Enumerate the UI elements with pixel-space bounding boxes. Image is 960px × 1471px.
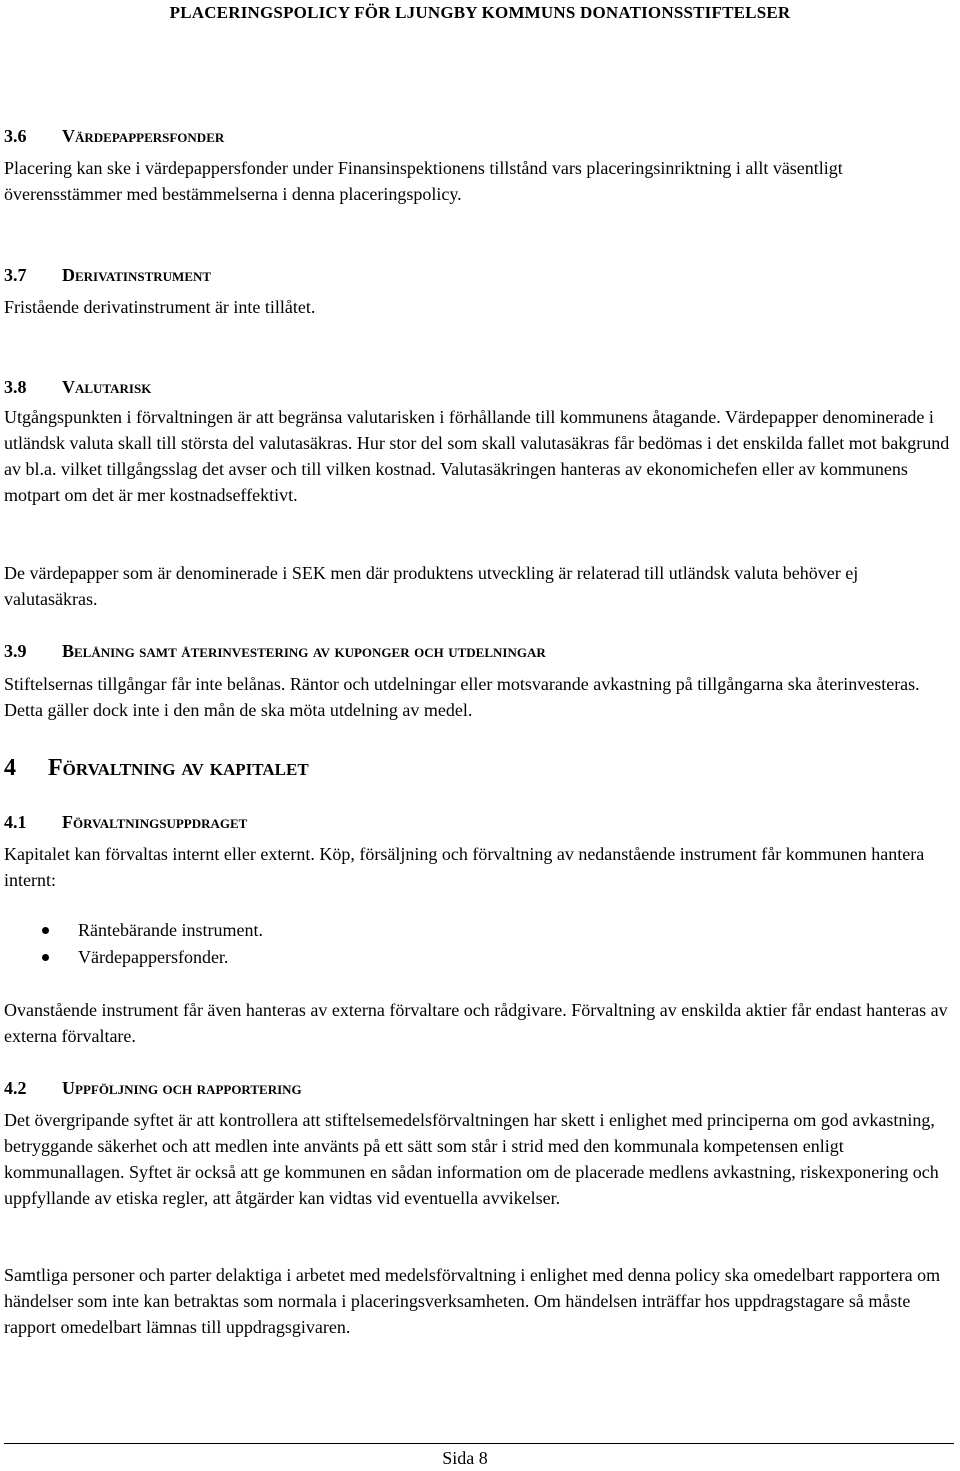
- section-title: Förvaltningsuppdraget: [62, 812, 248, 832]
- section-heading-3-6: [4, 125, 224, 147]
- list-item: [4, 917, 904, 944]
- section-number: 4.1: [4, 812, 27, 832]
- footer-divider: [4, 1443, 954, 1444]
- paragraph: Utgångspunkten i förvaltningen är att begränsa valutarisken i förhållande till kommunens åtagande. Värdepapper denominerade i utländsk valuta skall till största del valutasäkras. Hur stor del som skall valutasäkras får bedömas i det enskilda fallet mot bakgrund av bl.a. vilket tillgångsslag det avser och till vilken kostnad. Valutasäkringen hanteras av ekonomichefen eller av kommunens motpart om det är mer kostnadseffektivt.: [4, 407, 950, 505]
- section-heading-4-2: [4, 1077, 302, 1099]
- paragraph: Kapitalet kan förvaltas internt eller externt. Köp, försäljning och förvaltning av nedanstående instrument får kommunen hantera internt:: [4, 844, 925, 890]
- paragraph: Stiftelsernas tillgångar får inte belånas. Räntor och utdelningar eller motsvarande avkastning på tillgångarna ska återinvesteras. Detta gäller dock inte i den mån de ska möta utdelning av medel.: [4, 674, 920, 720]
- section-title: Uppföljning och rapportering: [62, 1078, 302, 1098]
- section-number: 3.6: [4, 126, 27, 146]
- page-number: Sida 8: [442, 1448, 488, 1468]
- section-heading-3-9: [4, 640, 546, 662]
- section-heading-3-7: [4, 264, 211, 286]
- chapter-title: Förvaltning av kapitalet: [48, 755, 309, 781]
- section-number: 3.8: [4, 377, 27, 397]
- section-number: 3.7: [4, 265, 27, 285]
- section-title: Belåning samt återinvestering av kuponger och utdelningar: [62, 641, 546, 661]
- bullet-icon: [42, 954, 49, 961]
- section-heading-3-8: [4, 376, 151, 398]
- section-title: Valutarisk: [62, 377, 152, 397]
- section-heading-4-1: [4, 811, 247, 833]
- paragraph: Det övergripande syftet är att kontrollera att stiftelsemedelsförvaltningen har skett i enlighet med principerna om god avkastning, betryggande säkerhet och att medlen inte använts på ett sätt som står i strid med den kommunala kompetensen enligt kommunallagen. Syftet är också att ge kommunen en sådan information om de placerade medlens avkastning, riskexponering och uppfyllande av etiska regler, att åtgärder kan vidtas vid eventuella avvikelser.: [4, 1110, 939, 1208]
- chapter-number: 4: [4, 755, 16, 781]
- paragraph: Samtliga personer och parter delaktiga i arbetet med medelsförvaltning i enlighet med denna policy ska omedelbart rapportera om händelser som inte kan betraktas som normala i placeringsverksamheten. Om händelsen inträffar hos uppdragstagare så måste rapport omedelbart lämnas till uppdragsgivaren.: [4, 1265, 941, 1337]
- section-number: 4.2: [4, 1078, 27, 1098]
- paragraph: Placering kan ske i värdepappersfonder under Finansinspektionens tillstånd vars placeringsinriktning i allt väsentligt överensstämmer med bestämmelserna i denna placeringspolicy.: [4, 158, 843, 204]
- list-item-text: Räntebärande instrument.: [78, 920, 263, 940]
- page-header: PLACERINGSPOLICY FÖR LJUNGBY KOMMUNS DONATIONSSTIFTELSER: [169, 3, 791, 22]
- chapter-heading-4: [4, 754, 309, 782]
- bullet-list: [4, 917, 904, 971]
- paragraph: De värdepapper som är denominerade i SEK men där produktens utveckling är relaterad till utländsk valuta behöver ej valutasäkras.: [4, 563, 859, 609]
- list-item-text: Värdepappersfonder.: [78, 947, 229, 967]
- section-number: 3.9: [4, 641, 27, 661]
- section-title: Derivatinstrument: [62, 265, 212, 285]
- bullet-icon: [42, 927, 49, 934]
- paragraph: Ovanstående instrument får även hanteras av externa förvaltare och rådgivare. Förvaltning av enskilda aktier får endast hanteras av externa förvaltare.: [4, 1000, 948, 1046]
- list-item: [4, 944, 904, 971]
- section-title: Värdepappersfonder: [62, 126, 225, 146]
- paragraph: Fristående derivatinstrument är inte tillåtet.: [4, 297, 316, 317]
